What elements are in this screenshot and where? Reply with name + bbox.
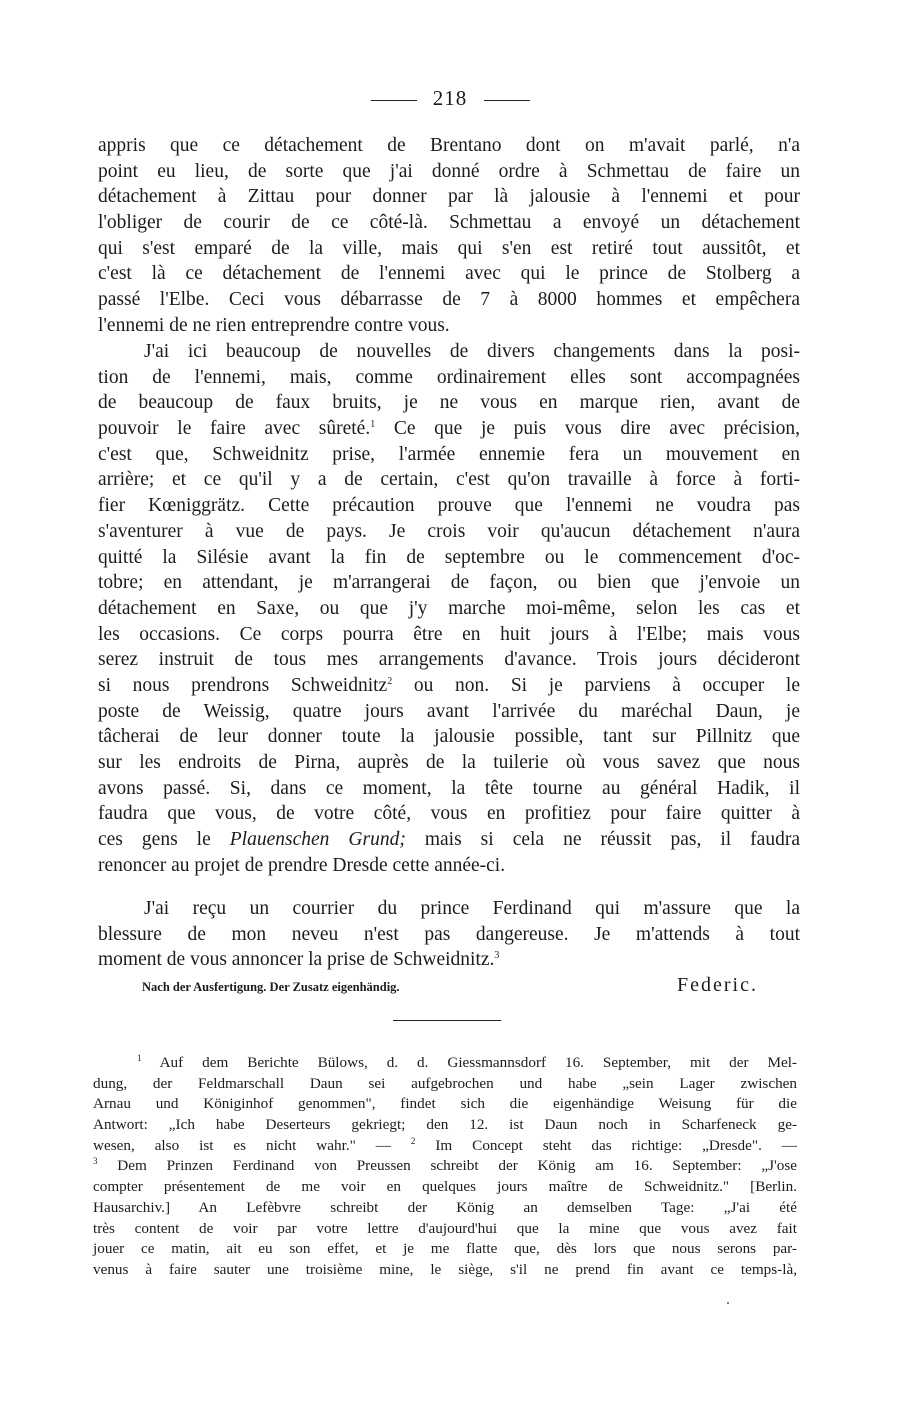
paragraph-1 (98, 133, 800, 339)
text-line: de beaucoup de faux bruits, je ne vous en marque rien, avant de (98, 392, 800, 414)
text-segment: Im Concept steht das richtige: „Dresde". — (415, 1136, 797, 1154)
text-segment: si nous prendrons Schweidnitz (98, 674, 388, 696)
footnote-line: jouer ce matin, ait eu son effet, et je me flatte que, dès lors que nous serons par- (93, 1240, 797, 1258)
text-segment: wesen, also ist es nicht wahr." — (93, 1136, 411, 1154)
footnote-marker-2: 2 (410, 1135, 416, 1146)
footnote-line: dung, der Feldmarschall Daun sei aufgebrochen und habe „sein Lager zwischen (93, 1074, 797, 1092)
footnote-line (93, 1136, 797, 1157)
footnote-line (93, 1156, 797, 1177)
text-segment: Ce que je puis vous dire avec précision, (375, 418, 800, 440)
text-segment: pouvoir le faire avec sûreté. (98, 418, 371, 440)
footnote-ref-1[interactable]: 1 (370, 419, 376, 431)
paragraph-3 (98, 896, 800, 973)
text-segment: J'ai reçu un courrier du prince Ferdinand qui m'assure que la (144, 898, 800, 919)
text-line (98, 673, 800, 699)
text-line (98, 416, 800, 442)
text-segment: Dem Prinzen Ferdinand von Preussen schreibt der König am 16. September: „J'ose (97, 1157, 797, 1175)
page-header (0, 86, 900, 111)
footnotes (93, 1053, 797, 1281)
footnote-line (93, 1053, 797, 1074)
text-line: l'obliger de courir de ce côté-là. Schmettau a envoyé un détachement (98, 212, 800, 234)
text-line: tobre; en attendant, je m'arrangerai de façon, ou bien que j'envoie un (98, 572, 800, 594)
text-line: sur les endroits de Pirna, auprès de la tuilerie où vous savez que nous (98, 752, 800, 773)
source-note: Nach der Ausfertigung. Der Zusatz eigenhändig. (142, 980, 400, 994)
footnote-line: venus à faire sauter une troisième mine, le siège, s'il ne prend fin avant ce temps-là, (93, 1260, 797, 1278)
text-line: serez instruit de tous mes arrangements d'avance. Trois jours décideront (98, 649, 800, 671)
header-dash-left (371, 100, 417, 101)
text-line: point eu lieu, de sorte que j'ai donné ordre à Schmettau de faire un (98, 160, 800, 182)
text-line: s'aventurer à vue de pays. Je crois voir qu'aucun détachement n'aura (98, 520, 800, 542)
footnote-line: très content de voir par votre lettre d'aujourd'hui que la mine que vous avez fait (93, 1219, 797, 1237)
italic-place-name: Plauenschen Grund; (229, 829, 406, 851)
text-line: poste de Weissig, quatre jours avant l'arrivée du maréchal Daun, je (98, 700, 800, 722)
page-number: 218 (432, 86, 468, 110)
text-line: fier Kœniggrätz. Cette précaution prouve que l'ennemi ne voudra pas (98, 495, 800, 517)
footnote-marker-1: 1 (137, 1053, 142, 1063)
text-line: tâcherai de leur donner toute la jalousie possible, tant sur Pillnitz que (98, 726, 800, 748)
text-line: blessure de mon neveu n'est pas dangereuse. Je m'attends à tout (98, 923, 800, 945)
footnote-marker-3: 3 (93, 1156, 98, 1167)
closing-row (0, 974, 900, 998)
text-line: passé l'Elbe. Ceci vous débarrasse de 7 à 8000 hommes et empêchera (98, 289, 800, 311)
text-segment: ou non. Si je parviens à occuper le (392, 674, 800, 696)
text-line: détachement en Saxe, ou que j'y marche moi-même, selon les cas et (98, 597, 800, 619)
text-segment: moment de vous annoncer la prise de Schweidnitz. (98, 949, 495, 971)
text-line (98, 827, 800, 853)
print-speck (727, 1302, 729, 1304)
text-line: les occasions. Ce corps pourra être en huit jours à l'Elbe; mais vous (98, 623, 800, 645)
footnote-line: Antwort: „Ich habe Deserteurs gekriegt; den 12. ist Daun noch in Scharfeneck ge- (93, 1116, 797, 1134)
footnote-line: Arnau und Königinhof genommen", findet sich die eigenhändige Weisung für die (93, 1095, 797, 1113)
text-line: quitté la Silésie avant la fin de septembre ou le commencement d'oc- (98, 546, 800, 568)
paragraph-2 (98, 339, 800, 878)
footnote-ref-2[interactable]: 2 (387, 675, 393, 687)
header-dash-right (484, 100, 530, 101)
text-line (98, 896, 800, 922)
text-line: tion de l'ennemi, mais, comme ordinairement elles sont accompagnées (98, 366, 800, 388)
text-segment: mais si cela ne réussit pas, il faudra (405, 829, 800, 851)
footnote-ref-3[interactable]: 3 (494, 950, 500, 962)
text-line: renoncer au projet de prendre Dresde cette année-ci. (98, 854, 506, 876)
signature: Federic. (677, 974, 758, 996)
text-line: c'est là ce détachement de l'ennemi avec qui le prince de Stolberg a (98, 263, 800, 285)
text-segment: J'ai ici beaucoup de nouvelles de divers changements dans la posi- (144, 341, 800, 362)
text-line: appris que ce détachement de Brentano dont on m'avait parlé, n'a (98, 135, 800, 156)
text-line: avons passé. Si, dans ce moment, la tête tourne au général Hadik, il (98, 777, 800, 799)
text-line: détachement à Zittau pour donner par là jalousie à l'ennemi et pour (98, 186, 800, 208)
text-line: arrière; et ce qu'il y a de certain, c'est qu'on travaille à force à forti- (98, 469, 800, 491)
footnote-line: Hausarchiv.] An Lefèbvre schreibt der König an demselben Tage: „J'ai été (93, 1198, 797, 1216)
text-line: qui s'est emparé de la ville, mais qui s'en est retiré tout aussitôt, et (98, 237, 800, 259)
text-line (98, 947, 800, 973)
text-line: c'est que, Schweidnitz prise, l'armée ennemie fera un mouvement en (98, 443, 800, 465)
text-line (98, 339, 800, 365)
footnote-line: compter présentement de me voir en quelques jours maître de Schweidnitz." [Berlin. (93, 1178, 797, 1196)
text-line: faudra que vous, de votre côté, vous en profitiez pour faire quitter à (98, 803, 800, 825)
text-segment: ces gens le (98, 829, 230, 851)
footnote-divider (393, 1020, 501, 1021)
text-line: l'ennemi de ne rien entreprendre contre vous. (98, 314, 450, 336)
text-segment: Auf dem Berichte Bülows, d. d. Giessmannsdorf 16. September, mit der Mel- (159, 1054, 797, 1071)
